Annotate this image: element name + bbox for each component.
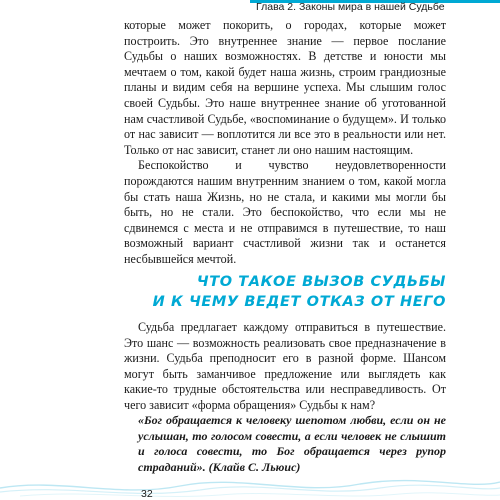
page-header: [0, 0, 500, 14]
paragraph-continuation: которые может покорить, о городах, которые может построить. Это внутреннее знание — первое послание Судьбы о наших возможностях. В детстве и юности мы мечтаем о том, какой будет наша жизнь, строим грандиозные планы и видим себя на вершине успеха. Мы слышим голос своей Судьбы. Это наше внутреннее знание об уготованной нам счастливой Судьбе, «воспоминание о будущем». И только от нас зависит — воплотится ли все это в реальности или нет. Только от нас зависит, станет ли оно нашим настоящим.: [124, 18, 446, 157]
body-text-top: [124, 18, 446, 268]
paragraph: Судьба предлагает каждому отправиться в путешествие. Это шанс — возможность реализовать свое предназначение в жизни. Судьба преподносит его в разной форме. Шансом могут быть заманчивое предложение или выглядеть как какие-то трудные обстоятельства или несправедливость. От чего зависит «форма обращения» Судьбы к нам?: [124, 320, 446, 412]
footer-wave-decoration: [0, 470, 500, 500]
body-text-section: [124, 320, 446, 414]
section-heading-line-1: ЧТО ТАКОЕ ВЫЗОВ СУДЬБЫ: [196, 274, 446, 290]
page-number: 32: [141, 488, 153, 500]
section-heading-line-2: И К ЧЕМУ ВЕДЕТ ОТКАЗ ОТ НЕГО: [152, 294, 446, 310]
quote-block: «Бог обращается к человеку шепотом любви, если он не услышан, то голосом совести, а если человек не слышит и голоса совести, то Бог обращается через рупор страданий». (Клайв С. Льюис): [138, 413, 446, 474]
section-heading: [124, 272, 446, 312]
paragraph: Беспокойство и чувство неудовлетворенности порождаются нашим внутренним знанием о том, какой могла бы стать наша Жизнь, но не стала, и какими мы могли бы быть, но не стали. Это беспокойство, что если мы не сдвинемся с места и не отправимся в путешествие, то наш возможный вариант счастливой жизни так и останется несбывшейся мечтой.: [124, 158, 446, 266]
running-title: Глава 2. Законы мира в нашей Судьбе: [256, 1, 445, 13]
